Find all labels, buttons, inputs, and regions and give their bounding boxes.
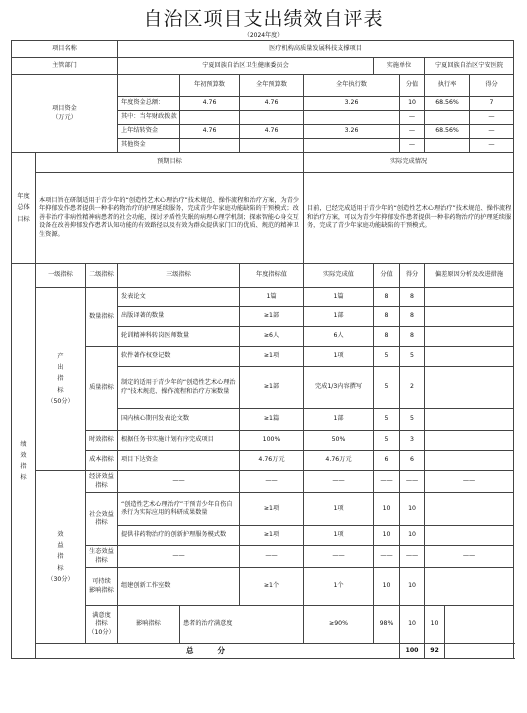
unit-value: 宁夏回族自治区宁安医院 [425,58,514,75]
funds-header-score-value: 分值 [400,75,425,97]
funds-row-executed [304,139,400,153]
goals-expected-header: 预期目标 [36,153,304,173]
funds-row-score-value: — [400,111,425,125]
funds-row-score-value: — [400,139,425,153]
funds-row-budget-year: 4.76 [240,125,304,139]
total-score: 92 [425,644,445,659]
indicator-name: 轮训精神科转岗医师数量 [118,327,240,347]
indicator-name: 患者的治疗满意度 [180,606,304,644]
indicator-target: ≥1部 [240,307,304,327]
indicator-actual: —— [304,471,374,493]
dept-label: 主管部门 [12,58,118,75]
funds-row-executed: 3.26 [304,97,400,111]
indicator-name: 国内核心期刊发表论文数 [118,409,240,431]
funds-row-score-value: 10 [400,97,425,111]
quantity-indicator-label: 数量指标 [86,288,118,347]
funds-row-name: 上年结转资金 [118,125,180,139]
indicator-score: 10 [400,526,425,546]
funds-label: 项目资金 （万元） [12,75,118,153]
indicator-value: 8 [374,327,400,347]
indicator-name: 软件著作权登记数 [118,347,240,367]
funds-row-executed: 3.26 [304,125,400,139]
indicator-note: —— [425,471,514,493]
indicator-actual: 1个 [304,568,374,606]
funds-row-budget-start: 4.76 [180,97,240,111]
indicator-actual: 98% [374,606,400,644]
funds-row-budget-year: 4.76 [240,97,304,111]
funds-header-budget-year: 全年预算数 [240,75,304,97]
social-indicator-label: 社会效益 指标 [86,493,118,546]
indicator-value: 5 [374,347,400,367]
indicator-value: 10 [374,568,400,606]
indicator-note [425,409,514,431]
timeliness-indicator-label: 时效指标 [86,431,118,451]
indicator-target: ≥90% [304,606,374,644]
perf-header-level3: 三级指标 [118,264,240,288]
funds-row-budget-start [180,111,240,125]
indicator-value: 5 [374,367,400,409]
goals-actual-header: 实际完成情况 [304,153,514,173]
perf-header-value: 分值 [374,264,400,288]
indicator-value: 8 [374,288,400,307]
indicator-actual: 6人 [304,327,374,347]
effect-indicator-label: 效 益 指 标 （30分） [36,471,86,644]
indicator-score: 8 [400,307,425,327]
indicator-target: ≥1个 [240,568,304,606]
indicator-score: 6 [400,451,425,471]
indicator-value: 10 [374,493,400,526]
indicator-note [425,526,514,546]
indicator-note [425,568,514,606]
funds-row-budget-start: 4.76 [180,125,240,139]
project-name-value: 医疗机构高质量发展科技支撑项目 [118,41,514,58]
indicator-target: 100% [240,431,304,451]
indicator-note [425,327,514,347]
funds-row-budget-start [180,139,240,153]
indicator-actual: —— [304,546,374,568]
funds-row-rate [425,111,470,125]
indicator-note [445,606,514,644]
funds-row-score: — [470,125,514,139]
evaluation-table [11,40,514,659]
output-indicator-label: 产 出 指 标 （50分） [36,288,86,471]
funds-row-score: 7 [470,97,514,111]
indicator-name: 制定的适用于青少年的“创造性艺术心理治疗”技术规范、操作流程和治疗方案数量 [118,367,240,409]
page-subtitle: （2024年度） [243,32,284,39]
goals-actual-text: 目前，已经完成适用于青少年的“创造性艺术心理治疗”技术规范、操作流程和治疗方案，可以为青少年抑郁发作患者提供一种非药物治疗的护理延续服务，完成了青少年家庭功能缺陷的干预模式。 [304,173,514,264]
indicator-name: —— [118,471,240,493]
indicator-score: —— [400,546,425,568]
indicator-score: 2 [400,367,425,409]
indicator-actual: 4.76万元 [304,451,374,471]
goals-label: 年度 总体 目标 [12,153,36,264]
indicator-actual: 1部 [304,409,374,431]
indicator-note [425,288,514,307]
indicator-target: ≥1项 [240,526,304,546]
indicator-actual: 1项 [304,347,374,367]
indicator-actual: 1篇 [304,288,374,307]
unit-label: 实施单位 [374,58,425,75]
indicator-target: —— [240,546,304,568]
economic-indicator-label: 经济效益 指标 [86,471,118,493]
sustainable-indicator-label: 可持续 影响指标 [86,568,118,606]
indicator-score: 3 [400,431,425,451]
indicator-target: ≥1项 [240,493,304,526]
goals-expected-text: 本项目旨在研制适用于青少年的“创造性艺术心理治疗”技术规范、操作流程和治疗方案，为青少年抑郁发作患者提供一种非药物治疗的护理延续服务，完成青少年家庭功能缺陷的干预模式；改善非治疗非病性精神病患者的社会功能，探讨矛盾性失眠的病理心理学机制；探索智能心身交互设备在改善抑郁发作患者认知功能的有效路径以及有效为群众提供家门口的优质、规范的精神卫生资源。 [36,173,304,264]
total-note [445,644,514,659]
perf-header-score: 得分 [400,264,425,288]
indicator-value: 5 [374,431,400,451]
indicator-note [425,307,514,327]
project-name-label: 项目名称 [12,41,118,58]
perf-header-level2: 二级指标 [86,264,118,288]
indicator-actual: 完成1/3内容撰写 [304,367,374,409]
indicator-value: 8 [374,307,400,327]
funds-row-rate [425,139,470,153]
indicator-actual: 50% [304,431,374,451]
indicator-value: —— [374,546,400,568]
funds-row-score: — [470,111,514,125]
indicator-target: 4.76万元 [240,451,304,471]
indicator-actual: 1项 [304,526,374,546]
indicator-score: 8 [400,288,425,307]
indicator-score: 10 [400,568,425,606]
perf-header-level1: 一级指标 [36,264,86,288]
indicator-value: 6 [374,451,400,471]
indicator-name: —— [118,546,240,568]
indicator-actual: 1部 [304,307,374,327]
total-label: 总分 [36,644,400,659]
indicator-target: 1篇 [240,288,304,307]
funds-row-name: 年度资金总额： [118,97,180,111]
indicator-note [425,451,514,471]
indicator-score: —— [400,471,425,493]
indicator-note [425,493,514,526]
indicator-value: —— [374,471,400,493]
total-value: 100 [400,644,425,659]
ecological-indicator-label: 生态效益 指标 [86,546,118,568]
indicator-score: 5 [400,347,425,367]
page-title: 自治区项目支出绩效自评表 [143,8,384,30]
indicator-name: 发表论文 [118,288,240,307]
perf-side-label: 绩 效 指 标 [12,264,36,659]
quality-indicator-label: 质量指标 [86,347,118,431]
funds-row-rate: 68.56% [425,97,470,111]
indicator-score: 5 [400,409,425,431]
indicator-name: 提供非药物治疗的创新护理服务模式数 [118,526,240,546]
funds-row-score: — [470,139,514,153]
indicator-target: ≥1篇 [240,409,304,431]
indicator-name: 根据任务书实施计划有序完成项目 [118,431,240,451]
funds-row-score-value: — [400,125,425,139]
cost-indicator-label: 成本指标 [86,451,118,471]
indicator-target: ≥6人 [240,327,304,347]
funds-header-score: 得分 [470,75,514,97]
funds-row-name: 其中：当年财政拨款 [118,111,180,125]
indicator-name: 组建创新工作室数 [118,568,240,606]
dept-value: 宁夏回族自治区卫生健康委员会 [118,58,374,75]
indicator-score: 10 [400,493,425,526]
indicator-name: 项目下达资金 [118,451,240,471]
indicator-score: 10 [425,606,445,644]
funds-header-budget-start: 年初预算数 [180,75,240,97]
funds-header-executed: 全年执行数 [304,75,400,97]
impact-indicator-label: 影响指标 [118,606,180,644]
indicator-value: 10 [374,526,400,546]
indicator-value: 10 [400,606,425,644]
indicator-name: 出版译著的数量 [118,307,240,327]
perf-header-note: 偏差原因分析及改进措施 [425,264,514,288]
perf-header-actual: 实际完成值 [304,264,374,288]
indicator-note [425,367,514,409]
indicator-name: “创造性艺术心理治疗”干预青少年自伤自杀行为实际应用的科研成果数量 [118,493,240,526]
indicator-target: —— [240,471,304,493]
funds-row-name: 其他资金 [118,139,180,153]
indicator-note [425,347,514,367]
indicator-target: ≥1项 [240,347,304,367]
indicator-value: 5 [374,409,400,431]
satisfaction-indicator-label: 满意度 指标 （10分） [86,606,118,644]
indicator-score: 8 [400,327,425,347]
funds-header-rate: 执行率 [425,75,470,97]
funds-row-executed [304,111,400,125]
indicator-actual: 1项 [304,493,374,526]
perf-header-target: 年度指标值 [240,264,304,288]
funds-header-blank [118,75,180,97]
funds-row-budget-year [240,111,304,125]
indicator-note [425,431,514,451]
indicator-target: ≥1部 [240,367,304,409]
funds-row-budget-year [240,139,304,153]
indicator-note: —— [425,546,514,568]
funds-row-rate: 68.56% [425,125,470,139]
